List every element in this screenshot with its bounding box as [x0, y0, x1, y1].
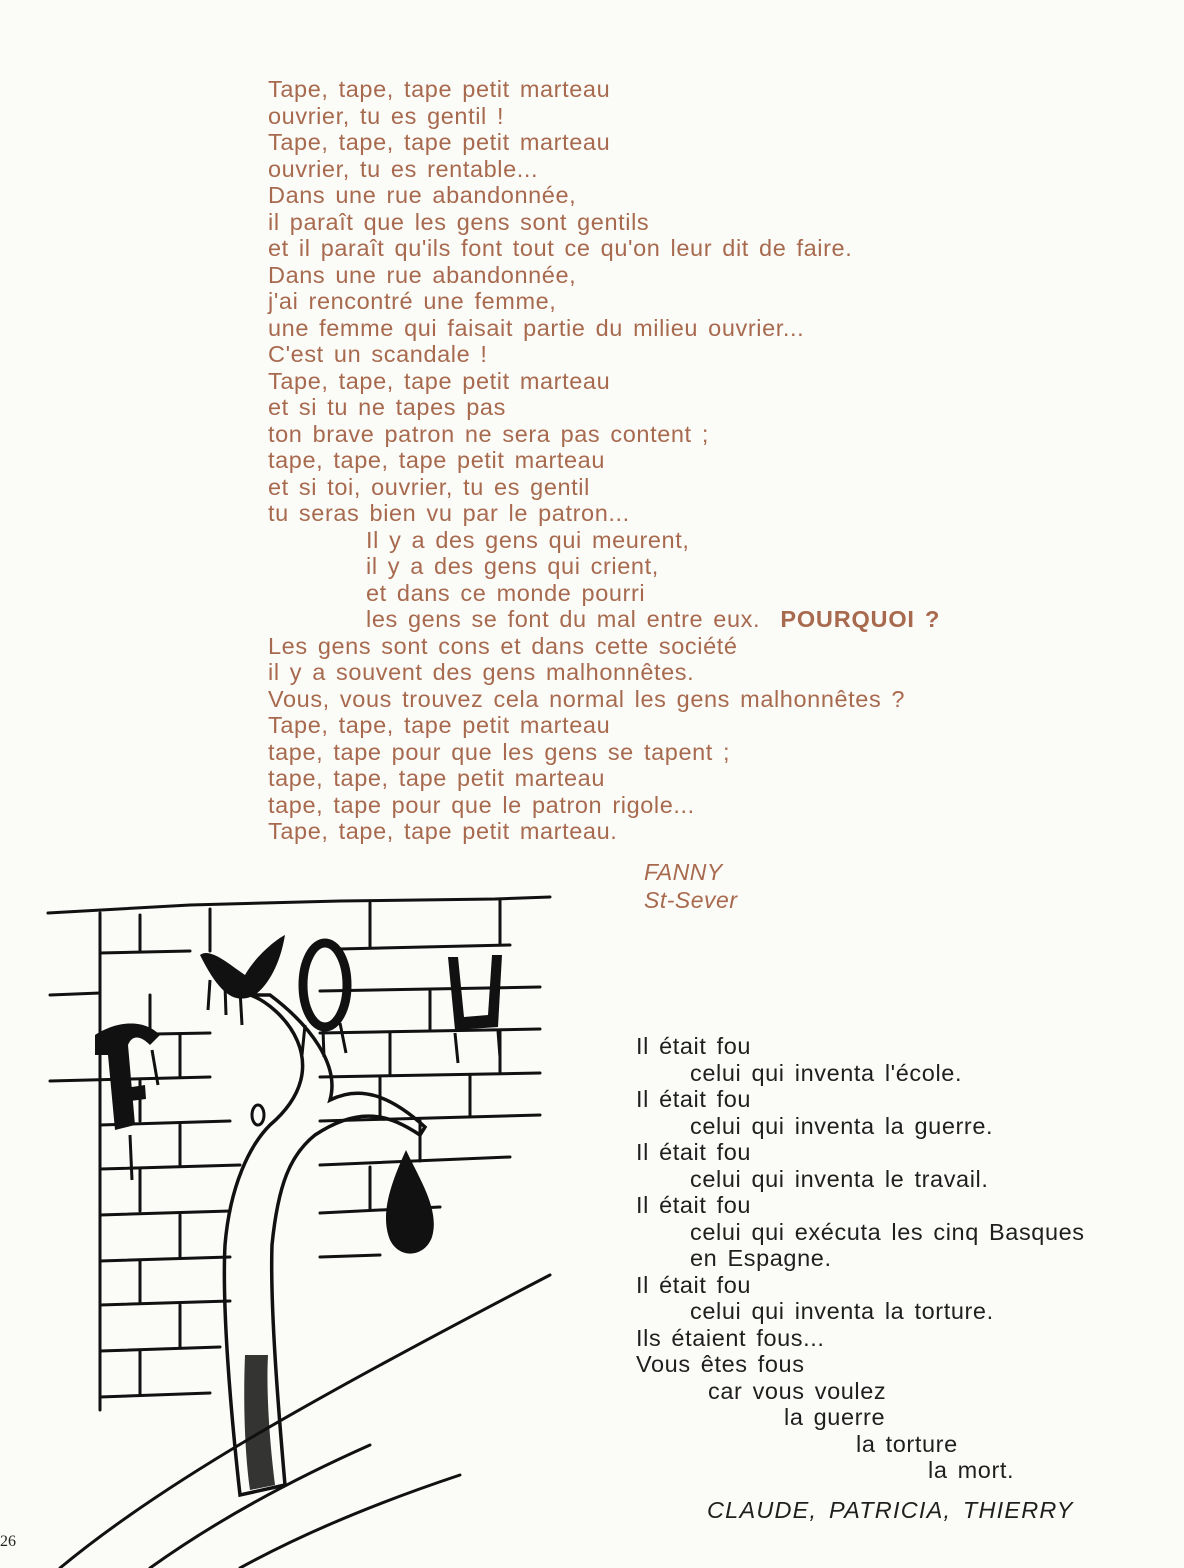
poem-fanny-signature	[644, 858, 737, 914]
blood-drop-icon	[386, 1150, 434, 1254]
poem-line: ouvrier, tu es rentable...	[268, 155, 539, 182]
letter-f	[95, 1023, 160, 1180]
poem-line: tu seras bien vu par le patron...	[268, 500, 630, 526]
poem-line: Tape, tape, tape petit marteau	[268, 129, 611, 155]
poem-line: Il était fou	[636, 1271, 752, 1298]
poem-line: car vous voulez	[708, 1377, 887, 1404]
poem-line: Tape, tape, tape petit marteau	[268, 367, 611, 394]
poem-line: j'ai rencontré une femme,	[268, 288, 557, 314]
poem-line: il paraît que les gens sont gentils	[268, 208, 650, 235]
poem-line-text: les gens se font du mal entre eux.	[366, 606, 761, 632]
poem-line: il y a souvent des gens malhonnêtes.	[268, 659, 695, 685]
author-place: St-Sever	[644, 887, 738, 913]
poem-line: Il était fou	[636, 1192, 752, 1218]
poem-line: Il était fou	[636, 1086, 752, 1112]
poem-line: Tape, tape, tape petit marteau	[268, 76, 611, 102]
poem-line: ouvrier, tu es gentil !	[268, 102, 505, 129]
poem-line: la mort.	[928, 1457, 1015, 1483]
poem-line: tape, tape pour que le patron rigole...	[268, 791, 695, 818]
poem-line: celui qui inventa l'école.	[690, 1059, 963, 1086]
pourquoi-shout: POURQUOI ?	[780, 606, 941, 632]
poem-line: Il y a des gens qui meurent,	[366, 526, 690, 553]
letter-o	[302, 943, 347, 1057]
poem-line: Tape, tape, tape petit marteau.	[268, 818, 618, 844]
poem-fou	[636, 1033, 1156, 1484]
poem-line: et il paraît qu'ils font tout ce qu'on leur dit de faire.	[268, 235, 853, 261]
poem-line: Il était fou	[636, 1033, 752, 1059]
poem-line: en Espagne.	[690, 1245, 832, 1271]
poem-line: celui qui inventa la guerre.	[690, 1112, 994, 1139]
poem-fou-signature: CLAUDE, PATRICIA, THIERRY	[707, 1497, 1074, 1523]
poem-line: ton brave patron ne sera pas content ;	[268, 420, 709, 447]
poem-line: Dans une rue abandonnée,	[268, 182, 577, 208]
poem-line: et si toi, ouvrier, tu es gentil	[268, 473, 590, 500]
poem-line: tape, tape, tape petit marteau	[268, 447, 606, 473]
poem-line: il y a des gens qui crient,	[366, 553, 659, 579]
poem-line: C'est un scandale !	[268, 341, 488, 367]
poem-line: la torture	[856, 1430, 958, 1457]
poem-line-with-question	[268, 606, 1088, 633]
poem-line: Vous, vous trouvez cela normal les gens malhonnêtes ?	[268, 685, 906, 712]
brick-wall	[48, 897, 550, 1568]
poem-line: celui qui exécuta les cinq Basques	[690, 1218, 1085, 1245]
poem-line: la guerre	[784, 1404, 886, 1430]
poem-line: Il était fou	[636, 1139, 752, 1165]
poem-fanny	[268, 76, 1088, 845]
poem-line: tape, tape pour que les gens se tapent ;	[268, 738, 731, 765]
poem-line: Dans une rue abandonnée,	[268, 261, 577, 288]
author-name: FANNY	[644, 859, 723, 885]
letter-u	[448, 955, 502, 1063]
poem-line: et dans ce monde pourri	[366, 579, 646, 606]
poem-line: celui qui inventa la torture.	[690, 1298, 994, 1324]
poem-line: une femme qui faisait partie du milieu ouvrier...	[268, 314, 805, 341]
poem-line: Les gens sont cons et dans cette société	[268, 632, 738, 659]
poem-line: Ils étaient fous...	[636, 1324, 825, 1351]
poem-line: Vous êtes fous	[636, 1351, 805, 1377]
poem-line: et si tu ne tapes pas	[268, 394, 506, 420]
poem-line: Tape, tape, tape petit marteau	[268, 712, 611, 738]
poem-line: celui qui inventa le travail.	[690, 1165, 989, 1192]
fou-wall-drawing	[40, 885, 560, 1568]
page-number: 26	[0, 1533, 16, 1550]
poem-line: tape, tape, tape petit marteau	[268, 765, 606, 791]
